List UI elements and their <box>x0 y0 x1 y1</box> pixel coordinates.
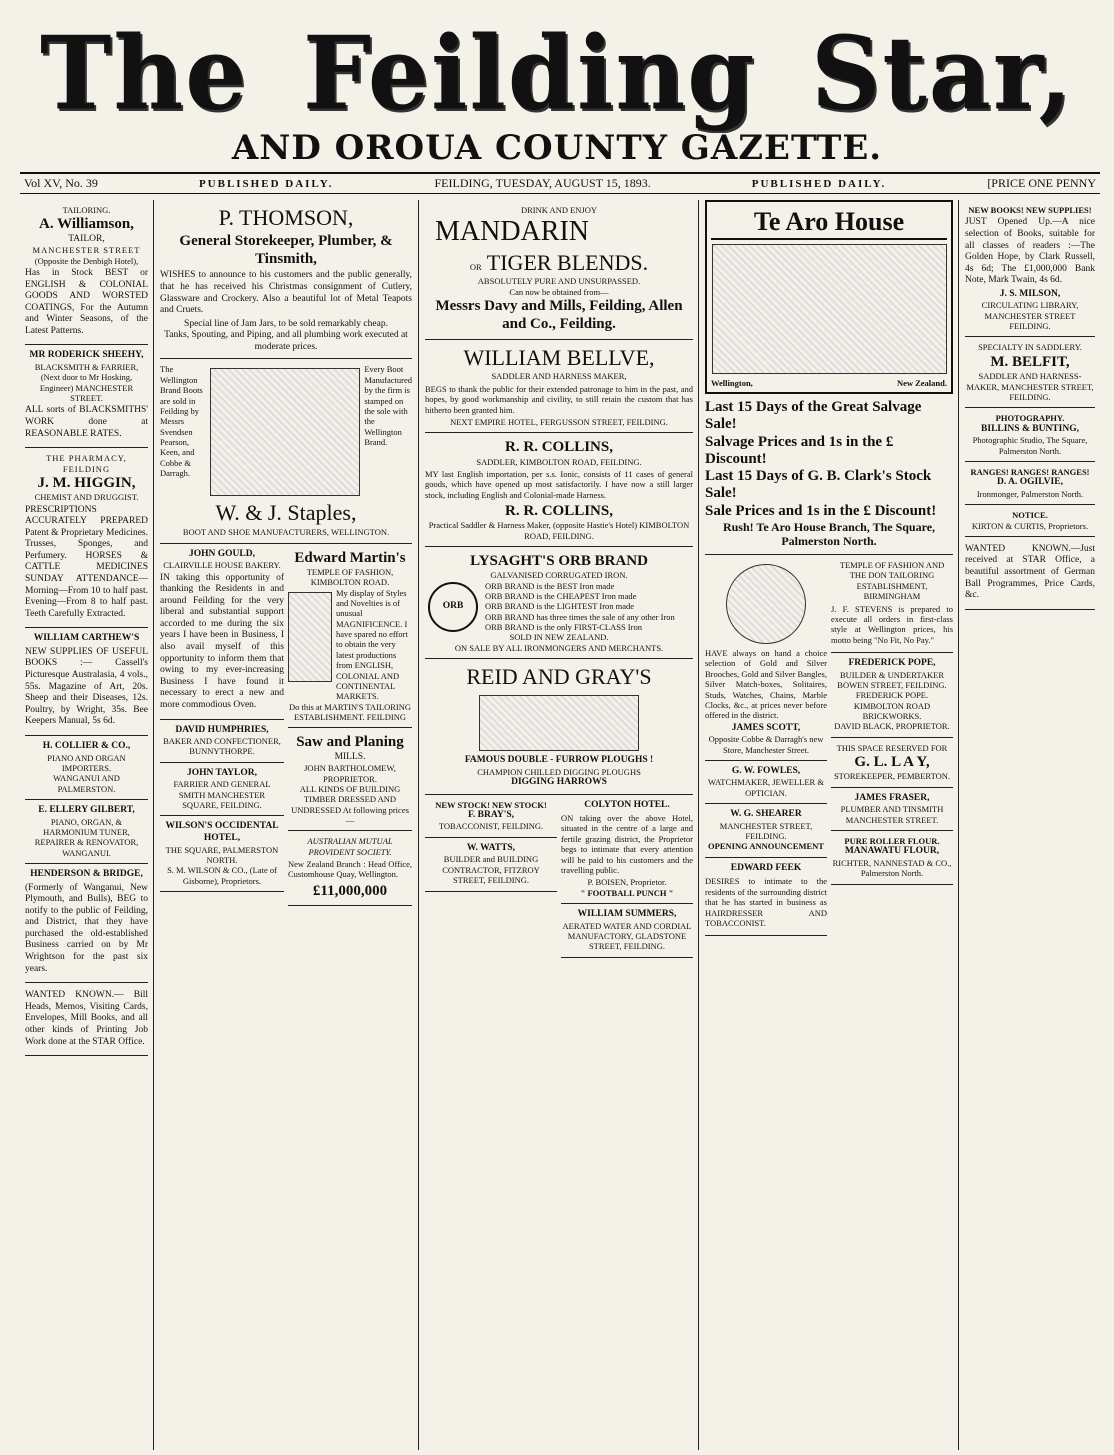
ad-line: FREDERICK POPE. KIMBOLTON ROAD BRICKWORKS. <box>853 690 931 721</box>
ad-name: MR RODERICK SHEEHY, <box>29 350 144 361</box>
ad-name: G. L. L A Y, <box>854 754 930 771</box>
ad-proprietor: JOHN BARTHOLOMEW, PROPRIETOR. <box>304 763 396 784</box>
sale-announcement <box>705 394 953 555</box>
sale-line: Last 15 Days of G. B. Clark's Stock Sale! <box>705 468 932 502</box>
issue-date: FEILDING, TUESDAY, AUGUST 15, 1893. <box>434 176 651 190</box>
column-3 <box>420 200 698 1450</box>
ad-or: OR <box>469 261 482 272</box>
ad-pope <box>831 653 953 738</box>
ad-line: DIGGING HARROWS <box>511 776 607 787</box>
sale-line: Salvage Prices and 1s in the £ Discount! <box>705 433 894 467</box>
ad-name: J. S. MILSON, <box>999 288 1061 299</box>
newspaper-subtitle: AND OROUA COUNTY GAZETTE. <box>231 128 883 168</box>
ad-name: EDWARD FEEK <box>730 862 802 873</box>
ad-photography <box>965 408 1095 462</box>
ad-heading: NEW BOOKS! NEW SUPPLIES! <box>968 205 1092 215</box>
ad-trade: AERATED WATER AND CORDIAL MANUFACTORY, GLADSTONE STREET, FEILDING. <box>562 920 692 952</box>
title-word-3: Star, <box>811 13 1074 133</box>
ad-higgin <box>25 448 148 628</box>
ad-trade: Photographic Studio, The Square, Palmerston North. <box>972 435 1088 456</box>
ad-name: R. R. COLLINS, <box>505 439 613 456</box>
column-rule <box>958 200 959 1450</box>
ad-body: PRESCRIPTIONS ACCURATELY PREPARED Patent & Proprietary Medicines. Trusses, Sponges, and Perfumery. HORSES & CATTLE MEDICINES SUNDAY ATTENDANCE—Morning—From 10 to half past. Evening—From 8 to half past. Teeth Carefully Extracted. <box>25 504 148 619</box>
ad-sawmill <box>288 728 412 831</box>
ad-milson <box>965 200 1095 337</box>
ad-trade: CLAIRVILLE HOUSE BAKERY. <box>163 560 281 571</box>
ad-gilbert <box>25 800 148 864</box>
ad-heading: NEW STOCK! NEW STOCK! <box>435 799 547 810</box>
ad-name: P. THOMSON, <box>218 205 354 230</box>
ad-name: Edward Martin's <box>294 549 406 566</box>
ad-trade: BOOT AND SHOE MANUFACTURERS, WELLINGTON. <box>182 527 390 538</box>
orb-line: ORB BRAND is the only FIRST-CLASS Iron <box>485 622 642 633</box>
ad-trade: SADDLER AND HARNESS MAKER, <box>491 371 627 382</box>
ad-sheehy <box>25 345 148 448</box>
ad-trade: BAKER AND CONFECTIONER, BUNNYTHORPE. <box>163 736 281 757</box>
ad-trade: BUILDER & UNDERTAKER BOWEN STREET, FEILDING. <box>837 669 947 690</box>
ad-line: FAMOUS DOUBLE - FURROW PLOUGHS ! <box>464 755 654 766</box>
ad-body: WISHES to announce to his customers and the public generally, that he has received his Christmas consignment of Cutlery, Glassware and Crockery. Also a beautiful lot of Metal Teapots and Cruets. <box>160 270 412 316</box>
ad-body: JUST Opened Up.—A nice selection of Books, suitable for all classes of readers :—The Golden Hope, by Clark Russell, 4s 6d; The £1,000,000 Bank Note, Mark Twain, 4s 6d. <box>965 217 1095 286</box>
orb-line: ORB BRAND is the CHEAPEST Iron made <box>485 591 637 602</box>
ad-name: AUSTRALIAN MUTUAL PROVIDENT SOCIETY. <box>307 836 393 857</box>
column-1 <box>20 200 153 1450</box>
orb-line: ORB BRAND is the LIGHTEST Iron made <box>485 601 635 612</box>
ad-heading: NOTICE. <box>1012 510 1048 521</box>
orb-line: ORB BRAND is the BEST Iron made <box>485 580 615 591</box>
factory-illustration <box>210 368 360 496</box>
ad-body: J. F. STEVENS is prepared to execute all orders in first-class style at Wellington prices, his motto being "No Fit, No Pay." <box>831 603 953 645</box>
column-rule <box>153 200 154 1450</box>
ad-line: Special line of Jam Jars, to be sold remarkably cheap. <box>184 318 388 329</box>
ad-name: W. & J. Staples, <box>215 500 357 526</box>
ad-line: " FOOTBALL PUNCH " <box>580 887 674 898</box>
ad-summers <box>561 904 693 958</box>
ad-side-text: The Wellington Brand Boots are sold in Feilding by Messrs Svendsen Pearson, Keen, and Cobbe & Darragh. <box>160 364 203 479</box>
ad-name: Te Aro House <box>711 206 947 240</box>
ad-proprietor: KIRTON & CURTIS, Proprietors. <box>971 520 1089 531</box>
ad-thomson <box>160 200 412 359</box>
ad-trade: TEMPLE OF FASHION, KIMBOLTON ROAD. <box>306 566 394 588</box>
title-word-1: The <box>40 13 249 133</box>
ad-body: ALL KINDS OF BUILDING TIMBER DRESSED AND UNDRESSED At following prices— <box>291 783 409 826</box>
volume-number: Vol XV, No. 39 <box>24 176 98 190</box>
ad-ranges <box>965 462 1095 505</box>
ad-proprietor: S. M. WILSON & CO., (Late of Gisborne), Proprietors. <box>167 865 277 886</box>
ad-footer: Do this at MARTIN'S TAILORING ESTABLISHMENT. FEILDING <box>288 701 411 722</box>
ad-shearer <box>705 804 827 858</box>
column-4 <box>700 200 958 1450</box>
ad-seller: Messrs Davy and Mills, Feilding, Allen and Co., Feilding. <box>435 298 683 333</box>
ad-te-aro-house <box>705 200 953 394</box>
ad-stevens <box>831 555 953 653</box>
ad-collier <box>25 736 148 800</box>
ad-trade: PIANO, ORGAN, & HARMONIUM TUNER, REPAIRER & RENOVATOR, WANGANUI. <box>34 816 139 858</box>
title-word-2: Feilding <box>302 13 757 133</box>
ad-name: H. COLLIER & CO., <box>42 740 131 751</box>
ad-body: WANTED KNOWN.—Just received at STAR Office, a beautiful assortment of German Ball Programmes, Price Cards, &c. <box>965 543 1095 601</box>
orb-line: ORB BRAND has three times the sale of any other Iron <box>485 611 675 622</box>
gentleman-illustration <box>288 592 332 682</box>
ad-trade: MANCHESTER STREET, FEILDING. <box>719 820 813 842</box>
ad-trade: WATCHMAKER, JEWELLER & OPTICIAN. <box>708 777 824 798</box>
ad-name: REID AND GRAY'S <box>466 664 652 690</box>
ad-body: ALL sorts of BLACKSMITHS' WORK done at REASONABLE RATES. <box>25 405 148 439</box>
ad-staples <box>160 359 412 543</box>
ad-body: DESIRES to intimate to the residents of the surrounding district that he has started in business as HAIRDRESSER AND TOBACCONIST. <box>705 876 827 928</box>
ad-name: WILLIAM CARTHEW'S <box>33 633 140 644</box>
ad-name: WILLIAM SUMMERS, <box>577 909 677 919</box>
caption-right: New Zealand. <box>896 377 947 388</box>
ad-address: WANGANUI AND PALMERSTON. <box>53 773 120 794</box>
dateline <box>20 172 1100 194</box>
ad-scott <box>705 555 827 761</box>
ad-bray <box>425 795 557 838</box>
ad-proprietor: DAVID BLACK, PROPRIETOR. <box>834 721 950 732</box>
ad-sub: MILLS. <box>334 751 366 762</box>
ad-bellve <box>425 340 693 434</box>
ad-line: THIS SPACE RESERVED FOR <box>836 742 948 753</box>
ad-reid-gray <box>425 659 693 794</box>
ad-williamson <box>25 200 148 345</box>
ad-name: D. A. OGILVIE, <box>997 477 1063 488</box>
ad-reserved <box>831 738 953 788</box>
ad-name: R. R. COLLINS, <box>505 503 613 520</box>
ad-wanted-known-end <box>965 537 1095 610</box>
published-daily-right: PUBLISHED DAILY. <box>751 177 887 190</box>
ad-trade: PIANO AND ORGAN IMPORTERS. <box>47 752 126 773</box>
ad-gould <box>160 544 284 720</box>
ad-name: WILLIAM BELLVE, <box>463 344 655 370</box>
ad-name: LYSAGHT'S ORB BRAND <box>470 553 648 570</box>
ad-trade: General Storekeeper, Plumber, & Tinsmith, <box>179 232 393 268</box>
ad-belfit <box>965 337 1095 408</box>
ad-amp-society <box>288 831 412 906</box>
ad-heading: PHOTOGRAPHY. <box>995 413 1065 424</box>
ad-address: (Next door to Mr Hosking, Engineer) MANCHESTER STREET. <box>39 372 134 404</box>
column-rule <box>698 200 699 1450</box>
ad-trade: FARRIER AND GENERAL SMITH MANCHESTER SQUARE, FEILDING. <box>173 779 271 811</box>
ad-trade: SADDLER, KIMBOLTON ROAD, FEILDING. <box>476 456 642 467</box>
ad-heading: TEMPLE OF FASHION AND THE DON TAILORING ESTABLISHMENT, BIRMINGHAM <box>839 560 945 602</box>
ad-name: MANAWATU FLOUR, <box>844 846 940 857</box>
ad-address: THE SQUARE, PALMERSTON NORTH. <box>165 844 279 865</box>
ad-body: NEW SUPPLIES OF USEFUL BOOKS :— Cassell's Picturesque Australasia, 4 vols., 55s. Magazine of Art, 20s. Sheep and their Diseases, 12s. Poultry, by Wright, 35s. Bee Keepers Manual, 5s 6d. <box>25 646 148 727</box>
ad-name: JOHN TAYLOR, <box>186 767 258 778</box>
ad-heading: THE PHARMACY, FEILDING <box>46 453 127 474</box>
ad-heading: PURE ROLLER FLOUR. <box>844 836 940 846</box>
ad-notice <box>965 505 1095 537</box>
ad-body: My display of Styles and Novelties is of unusual MAGNIFICENCE. I have spared no effort to obtain the very latest productions from ENGLISH, COLONIAL AND CONTINENTAL MARKETS. <box>336 587 408 702</box>
ad-trade: TAILOR, <box>68 233 105 244</box>
ad-flour <box>831 831 953 885</box>
newspaper-title <box>40 13 1074 133</box>
ad-name: M. BELFIT, <box>990 353 1070 370</box>
ad-trade: BLACKSMITH & FARRIER, <box>34 362 139 372</box>
ad-henderson <box>25 864 148 983</box>
ad-wanted-known <box>25 983 148 1056</box>
sale-rush: Rush! Te Aro House Branch, The Square, Palmerston North. <box>722 519 936 549</box>
ad-name: FREDERICK POPE, <box>848 657 936 668</box>
ad-body: HAVE always on hand a choice selection of Gold and Silver Brooches, Gold and Silver Bangles, Silver Match-boxes, Solitaires, Studs, Watches, Chains, Marble Clocks, &c., at prices never before offered in the district. <box>705 648 827 721</box>
ad-name: MANDARIN <box>435 216 589 248</box>
ad-feek <box>705 858 827 936</box>
ad-mandarin <box>425 200 693 340</box>
ad-fraser <box>831 788 953 831</box>
ad-colyton <box>561 795 693 904</box>
ad-address: MANCHESTER STREET <box>32 245 141 256</box>
ad-proprietor: RICHTER, NANNESTAD & CO., Palmerston North. <box>832 857 952 879</box>
column-5 <box>960 200 1100 1450</box>
ad-trade: STOREKEEPER, PEMBERTON. <box>833 771 951 782</box>
ad-name: HENDERSON & BRIDGE, <box>30 868 143 879</box>
ad-proprietor: P. BOISEN, Proprietor. <box>587 877 667 888</box>
ad-taylor <box>160 763 284 817</box>
masthead <box>0 0 1114 200</box>
ad-line: CHAMPION CHILLED DIGGING PLOUGHS <box>477 766 641 777</box>
ad-name: E. ELLERY GILBERT, <box>38 804 135 815</box>
ad-body: WANTED KNOWN.— Bill Heads, Memos, Visiting Cards, Envelopes, Mill Books, and all other kinds of Printing Job Work done at the STAR Office. <box>25 990 148 1047</box>
ad-line: Tanks, Spouting, and Piping, and all plumbing work executed at moderate prices. <box>164 330 408 352</box>
ad-trade: Ironmonger, Palmerston North. <box>976 488 1084 499</box>
ad-name: W. G. SHEARER <box>730 809 802 820</box>
ad-heading: OPENING ANNOUNCEMENT <box>708 841 824 852</box>
caption-left: Wellington, <box>711 377 753 388</box>
ad-fowles <box>705 761 827 804</box>
orb-emblem-icon: ORB <box>428 582 478 632</box>
ad-wilson <box>160 816 284 892</box>
ad-name: COLYTON HOTEL. <box>584 799 670 810</box>
ad-trade: BUILDER and BUILDING CONTRACTOR, FITZROY STREET, FEILDING. <box>442 854 540 886</box>
ad-name: BILLINS & BUNTING, <box>981 423 1079 434</box>
ad-lysaght-orb <box>425 547 693 659</box>
ad-trade: CHEMIST AND DRUGGIST. <box>34 492 139 503</box>
ad-heading: TAILORING. <box>62 205 111 215</box>
ad-name: JAMES SCOTT, <box>731 722 801 733</box>
ad-line: SOLD IN NEW ZEALAND. <box>509 632 609 643</box>
ad-name: A. Williamson, <box>39 216 134 233</box>
ad-name: JOHN GOULD, <box>189 548 255 559</box>
ad-name: JAMES FRASER, <box>854 792 930 803</box>
ad-name: TIGER BLENDS. <box>486 249 649 275</box>
ad-heading: SPECIALTY IN SADDLERY. <box>978 342 1082 353</box>
ad-name: G. W. FOWLES, <box>731 765 801 776</box>
ad-name: DAVID HUMPHRIES, <box>175 724 269 735</box>
ad-heading: DRINK AND ENJOY <box>520 205 598 215</box>
ad-body: New Zealand Branch : Head Office, Customhouse Quay, Wellington. <box>288 859 412 880</box>
ad-trade: TOBACCONIST, FEILDING. <box>438 821 544 832</box>
ad-trade: Practical Saddler & Harness Maker, (opposite Hastie's Hotel) KIMBOLTON ROAD, FEILDING. <box>428 520 690 541</box>
ad-body: IN taking this opportunity of thanking the Residents in and around Feilding for the very liberal and substantial support accorded to me during the six years I have been in Business, I also avail myself of this opportunity to inform them that owing to my ever-increasing Business I have found it necessary to erect a new and more commodious Oven. <box>160 572 284 710</box>
ad-carthew <box>25 628 148 736</box>
published-daily-left: PUBLISHED DAILY. <box>198 177 334 190</box>
building-illustration <box>712 244 947 374</box>
ad-line: ON SALE BY ALL IRONMONGERS AND MERCHANTS. <box>454 642 664 653</box>
ad-trade: SADDLER AND HARNESS-MAKER, MANCHESTER STREET, FEILDING. <box>966 371 1094 402</box>
ad-body: Has in Stock BEST or ENGLISH & COLONIAL GOODS AND WORSTED COATINGS, For the Autumn and Winter Seasons, of the Latest Patterns. <box>25 267 148 336</box>
ad-line: Can now be obtained from— <box>509 286 609 297</box>
column-2 <box>155 200 417 1450</box>
ad-name: WILSON'S OCCIDENTAL HOTEL, <box>165 821 279 844</box>
ad-collins <box>425 433 693 547</box>
ad-trade: GALVANISED CORRUGATED IRON. <box>490 570 628 581</box>
ad-side-text: Every Boot Manufactured by the firm is stamped on the sole with the Wellington Brand. <box>364 364 412 447</box>
ad-body: MY last English importation, per s.s. Ionic, consists of 11 cases of general goods, which have opened up most satisfactorily. I have now a still larger stock, including English and Colonial-made Harness. <box>425 468 693 500</box>
ad-address: Opposite Cobbe & Darragh's new Store, Manchester Street. <box>708 734 824 755</box>
ad-name: F. BRAY'S, <box>467 809 515 820</box>
sale-line: Sale Prices and 1s in the £ Discount! <box>705 502 937 519</box>
ad-body: ON taking over the above Hotel, situated in the centre of a large and fertile grazing district, the Proprietor begs to intimate that every attention will be paid to his customers and the travelling public. <box>561 813 693 875</box>
ad-body: BEGS to thank the public for their extended patronage to him in the past, and hopes, by good workmanship and civility, to still retain the custom that has hitherto been granted him. <box>425 383 693 415</box>
ad-name: J. M. HIGGIN, <box>37 474 136 491</box>
ad-humphries <box>160 720 284 763</box>
ad-name: W. WATTS, <box>466 842 516 853</box>
ad-heading: RANGES! RANGES! RANGES! <box>970 466 1090 477</box>
column-rule <box>418 200 419 1450</box>
ad-name: Saw and Planing <box>296 734 404 751</box>
ad-address: NEXT EMPIRE HOTEL, FERGUSSON STREET, FEILDING. <box>450 416 668 427</box>
ad-line: ABSOLUTELY PURE AND UNSURPASSED. <box>477 276 641 287</box>
price: [PRICE ONE PENNY <box>987 176 1096 190</box>
pocket-watch-icon <box>726 564 806 644</box>
ad-trade: CIRCULATING LIBRARY, MANCHESTER STREET FEILDING. <box>981 300 1079 332</box>
ad-trade: PLUMBER AND TINSMITH MANCHESTER STREET. <box>840 804 944 825</box>
sale-line: Last 15 Days of the Great Salvage Sale! <box>705 399 922 433</box>
plough-illustration <box>479 695 639 751</box>
ad-body: (Formerly of Wanganui, New Plymouth, and Bulls), BEG to notify to the public of Feilding, and District, that they have purchased the old-established Business carried on by Mr Wrightson for the past six years. <box>25 882 148 974</box>
ad-figure: £11,000,000 <box>312 882 388 899</box>
ad-martin <box>288 544 412 729</box>
ad-address: (Opposite the Denbigh Hotel), <box>34 255 139 266</box>
ad-watts <box>425 838 557 892</box>
